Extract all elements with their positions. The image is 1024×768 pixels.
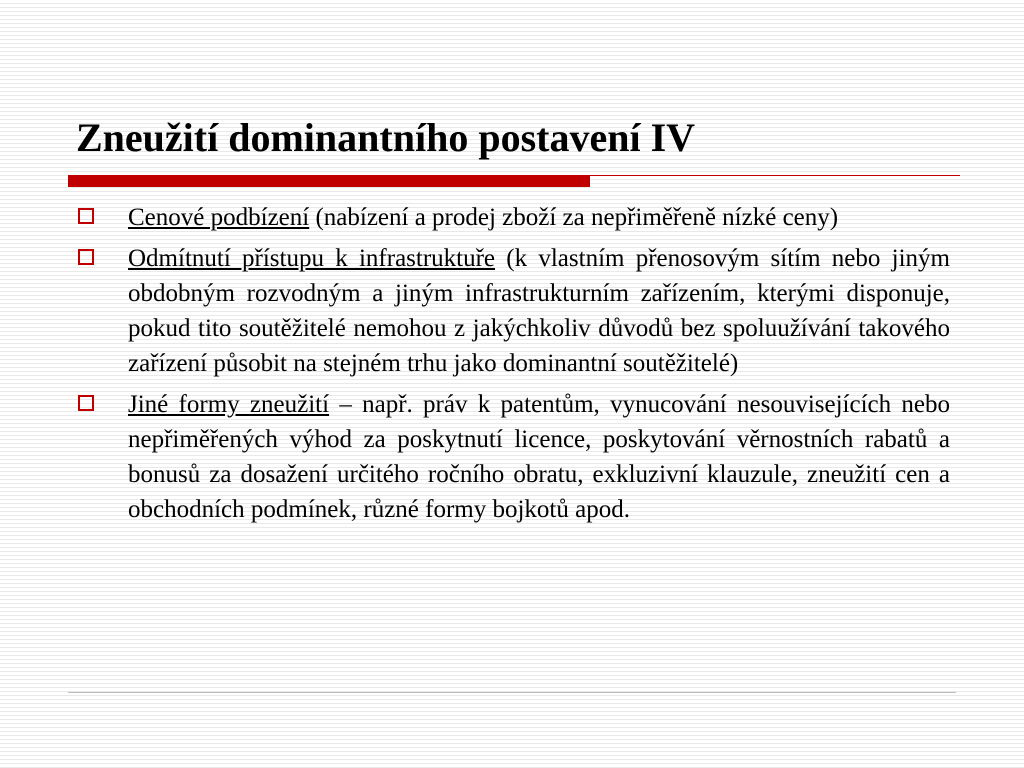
bottom-divider <box>68 692 956 693</box>
title-red-bar <box>68 175 590 187</box>
bullet-text: – např. práv k patentům, vynucování nesouvisejících nebo nepřiměřených výhod za poskytnutí licence, poskytování věrnostních rabatů a bonusů za dosažení určitého ročního obratu, exkluzivní klauzule, zneužití cen a obchodních podmínek, různé formy bojkotů apod. <box>128 391 950 523</box>
bullet-item-jine-formy-zneuziti <box>76 387 950 527</box>
bullet-text: (nabízení a prodej zboží za nepřiměřeně nízké ceny) <box>309 204 839 231</box>
square-bullet-icon <box>78 208 94 224</box>
square-bullet-icon <box>78 249 94 265</box>
bullet-term: Jiné formy zneužití <box>128 391 330 418</box>
title-underline <box>68 175 960 187</box>
square-bullet-icon <box>78 395 94 411</box>
bullet-item-cenove-podbizeni <box>76 200 950 235</box>
title-thin-line <box>590 175 960 176</box>
bullet-text: (k vlastním přenosovým sítím nebo jiným obdobným rozvodným a jiným infrastrukturním zařízením, kterými disponuje, pokud tito soutěžitelé nemohou z jakýchkoliv důvodů bez spoluužívání takového zařízení působit na stejném trhu jako dominantní soutěžitelé) <box>128 245 950 377</box>
bullet-item-odmitnuti-pristupu <box>76 241 950 381</box>
slide-title: Zneužití dominantního postavení IV <box>76 115 696 160</box>
bullet-term: Odmítnutí přístupu k infrastruktuře <box>128 245 496 272</box>
bullet-term: Cenové podbízení <box>128 204 310 231</box>
bullet-list <box>76 200 950 533</box>
